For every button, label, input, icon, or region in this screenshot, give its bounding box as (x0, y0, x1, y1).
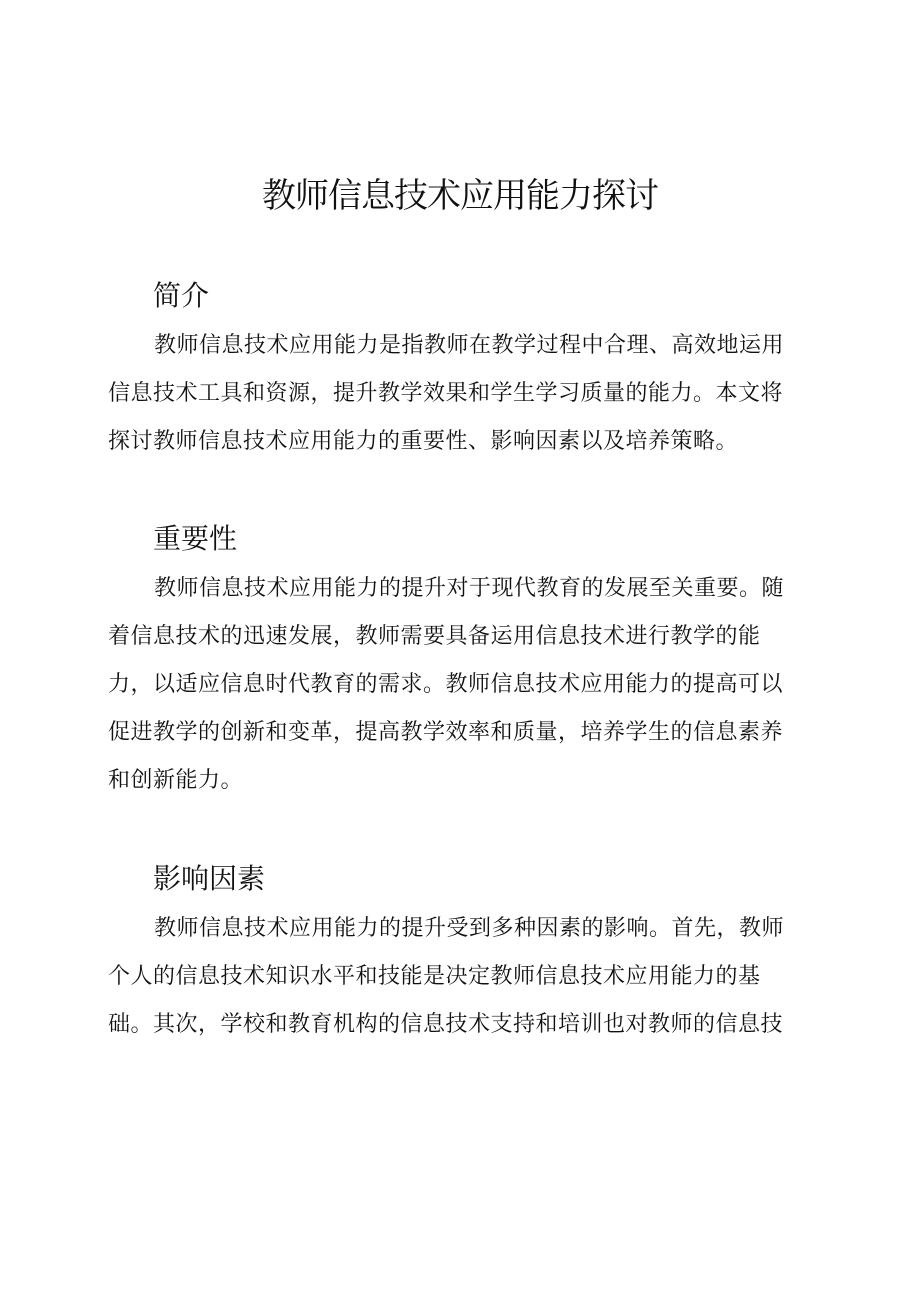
section-paragraph-factors (108, 905, 808, 1049)
section-paragraph-intro (108, 322, 808, 466)
paragraph-line: 信息技术工具和资源，提升教学效果和学生学习质量的能力。本文将 (108, 381, 784, 406)
paragraph-line: 和创新能力。 (108, 768, 244, 793)
paragraph-line: 着信息技术的迅速发展，教师需要具备运用信息技术进行教学的能 (108, 624, 761, 649)
page-title: 教师信息技术应用能力探讨 (262, 176, 658, 216)
section-paragraph-importance (108, 565, 808, 805)
section-heading-intro: 简介 (153, 279, 210, 312)
paragraph-line: 个人的信息技术知识水平和技能是决定教师信息技术应用能力的基 (108, 964, 761, 989)
paragraph-line: 力，以适应信息时代教育的需求。教师信息技术应用能力的提高可以 (108, 672, 784, 697)
paragraph-line: 促进教学的创新和变革，提高教学效率和质量，培养学生的信息素养 (108, 720, 784, 745)
paragraph-line: 础。其次，学校和教育机构的信息技术支持和培训也对教师的信息技 (108, 1012, 784, 1037)
paragraph-line: 教师信息技术应用能力的提升受到多种因素的影响。首先，教师 (154, 916, 785, 941)
section-heading-importance: 重要性 (153, 522, 238, 555)
paragraph-line: 探讨教师信息技术应用能力的重要性、影响因素以及培养策略。 (108, 429, 739, 454)
section-heading-factors: 影响因素 (153, 862, 266, 895)
paragraph-line: 教师信息技术应用能力是指教师在教学过程中合理、高效地运用 (154, 333, 785, 358)
paragraph-line: 教师信息技术应用能力的提升对于现代教育的发展至关重要。随 (154, 576, 785, 601)
